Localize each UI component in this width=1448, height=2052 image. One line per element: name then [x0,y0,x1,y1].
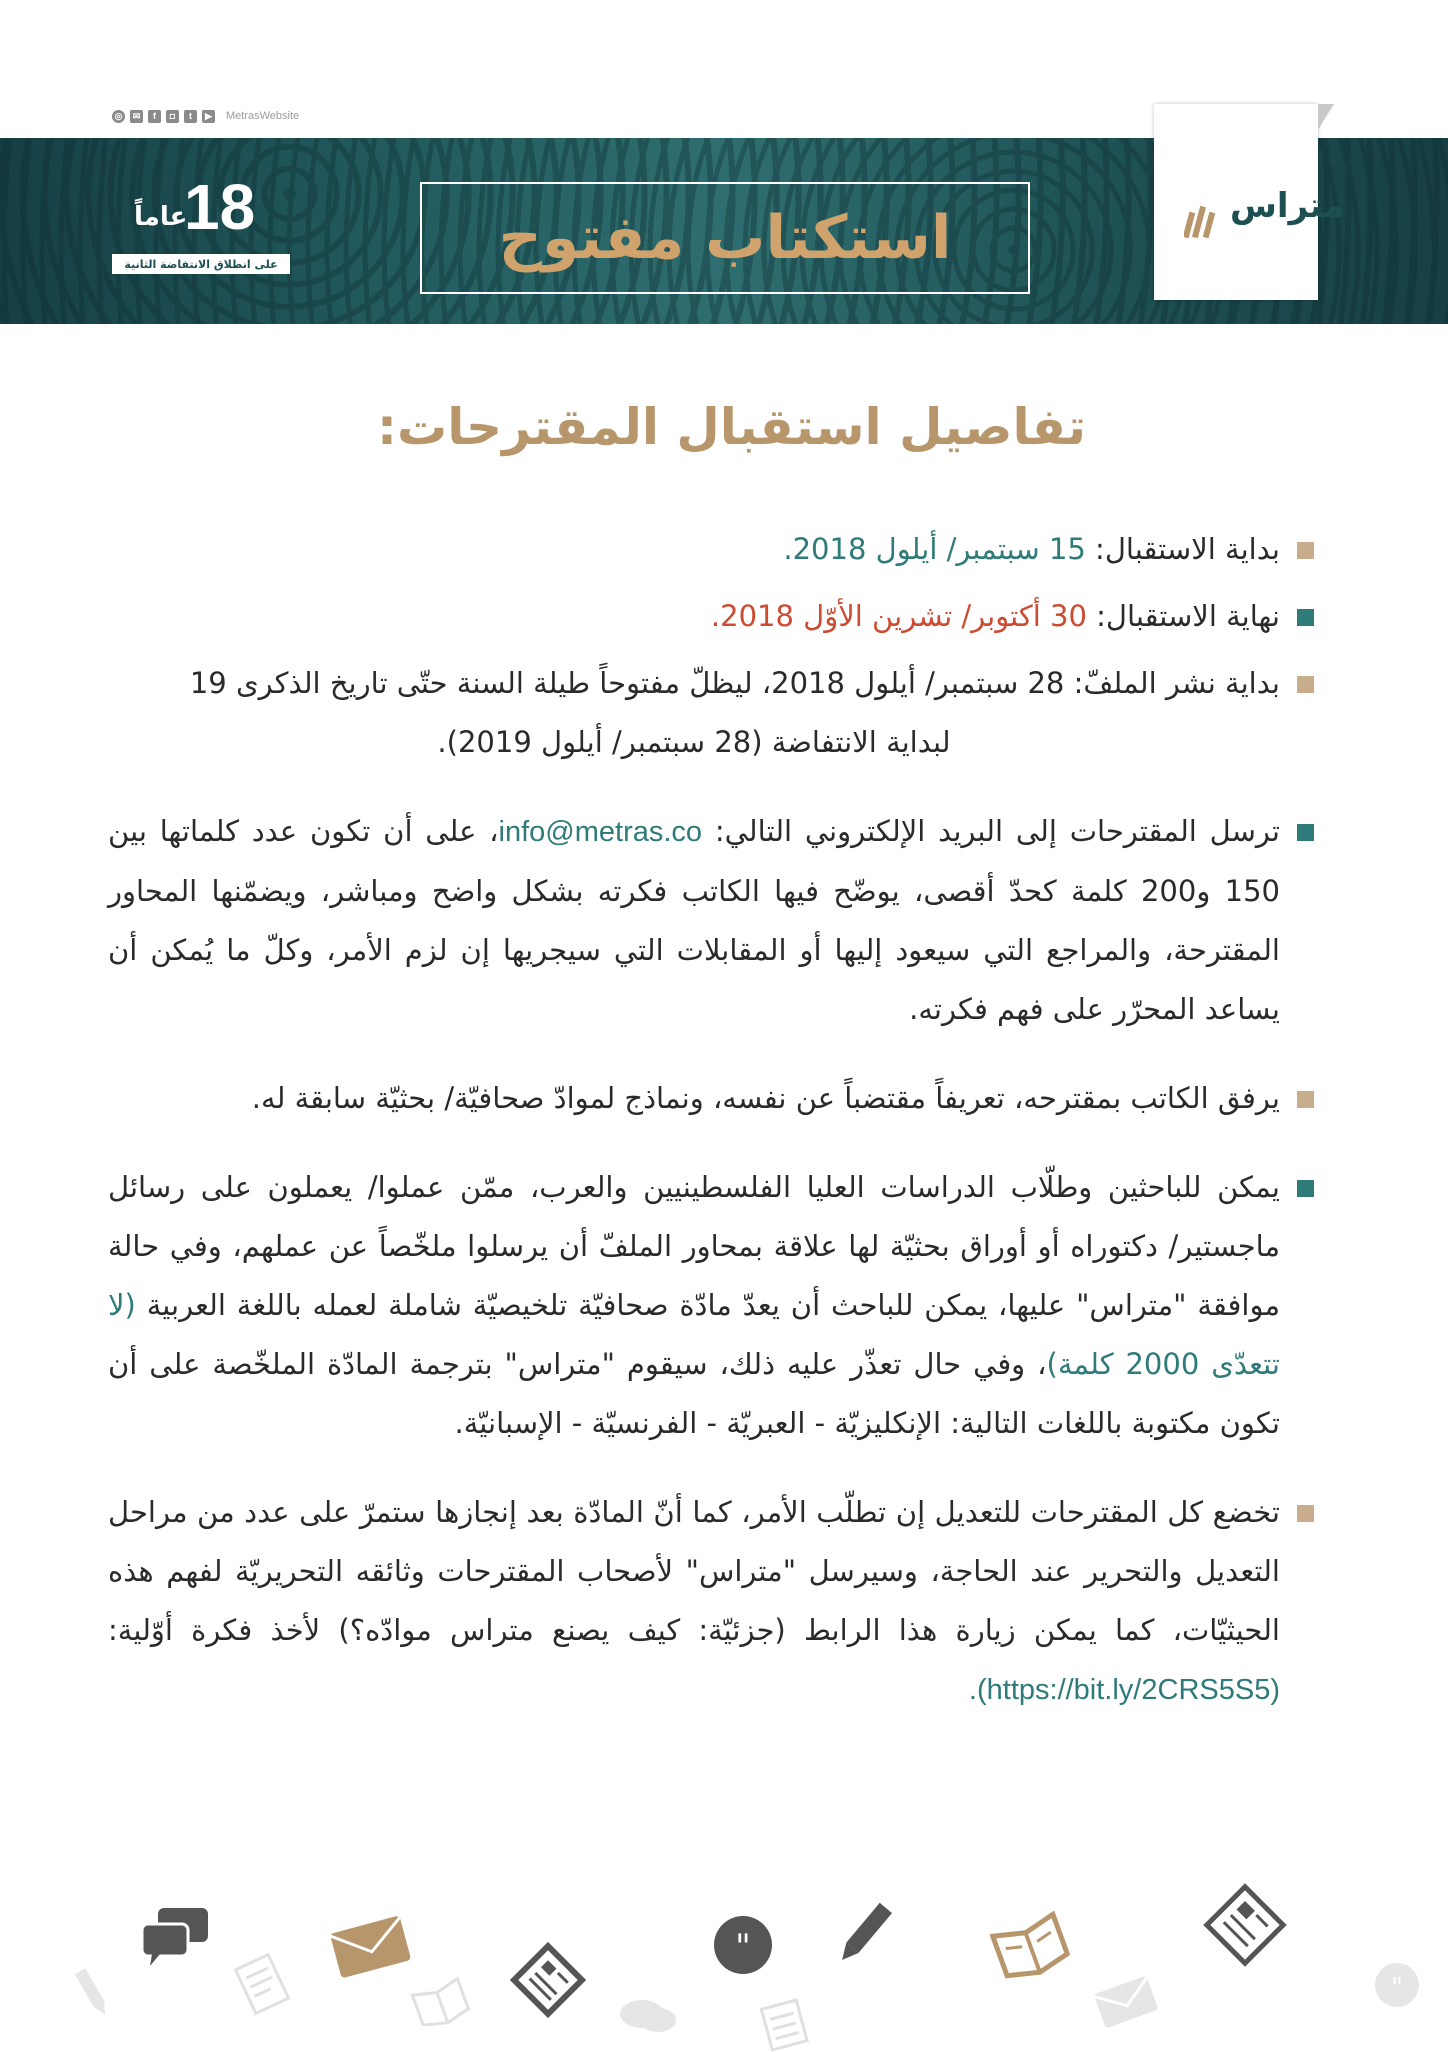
years-number: 18 [184,171,256,243]
banner-title: استكتاب مفتوح [498,203,952,273]
bio-text: يرفق الكاتب بمقترحه، تعريفاً مقتضباً عن نفسه، ونماذج لموادّ صحافيّة/ بحثيّة سابقة له. [251,1081,1280,1115]
start-date-value: 15 سبتمبر/ أيلول 2018. [783,532,1086,566]
document-icon [232,1952,292,2016]
newspaper-icon [1200,1880,1290,1970]
anniversary-badge [112,172,292,280]
logo-mark-icon [1184,198,1228,238]
bullet-square-icon [1297,542,1314,559]
svg-text:": " [735,1927,751,1967]
logo-text: متراس [1230,186,1345,226]
editing-text: تخضع كل المقترحات للتعديل إن تطلّب الأمر، كما أنّ المادّة بعد إنجازها ستمرّ على عدد من مراحل التعديل والتحرير عند الحاجة، وسيرسل "متراس" لأصحاب المقترحات وثائقه التحريريّة لفهم هذه الحيثيّات، كما يمكن زيارة هذا الرابط (جزئيّة: كيف يصنع متراس موادّه؟) لأخذ فكرة أوّلية: [108,1495,1280,1647]
metras-logo[interactable] [1154,104,1345,300]
logo-page-fold [1318,104,1334,130]
list-item-submission [108,802,1318,1039]
list-item-start-date [108,520,1318,579]
envelope-icon [328,1910,412,1980]
social-strip [112,104,299,128]
email-link[interactable]: info@metras.co [498,816,703,848]
youtube-icon[interactable]: ▶ [202,110,215,123]
end-date-value: 30 أكتوبر/ تشرين الأوّل 2018. [710,599,1087,633]
years-word: عاماً [134,202,188,232]
end-date-label: نهاية الاستقبال: [1086,599,1280,633]
pencil-icon [832,1896,896,1972]
bullet-square-icon [1297,1091,1314,1108]
details-list [108,520,1318,1720]
publish-date-text: بداية نشر الملفّ: 28 سبتمبر/ أيلول 2018، ليظلّ مفتوحاً طيلة السنة حتّى تاريخ الذكرى 19 [189,666,1280,700]
social-site-label[interactable]: MetrasWebsite [226,110,300,122]
newspaper-icon [756,1996,812,2052]
list-item-editing [108,1483,1318,1720]
page-heading: تفاصيل استقبال المقترحات: [377,398,1086,456]
envelope-icon [1090,1972,1162,2032]
facebook-icon[interactable]: f [148,110,161,123]
book-icon [990,1910,1070,1980]
years-subtitle: على انطلاق الانتفاضة الثانية [112,254,290,274]
bullet-square-icon [1297,609,1314,626]
bullet-square-icon [1297,676,1314,693]
newspaper-icon [508,1940,588,2020]
list-item-publish-date [108,654,1318,772]
bullet-square-icon [1297,824,1314,841]
bullet-square-icon [1297,1505,1314,1522]
list-item-end-date [108,587,1318,646]
list-item-bio [108,1069,1318,1128]
researchers-text: يمكن للباحثين وطلّاب الدراسات العليا الفلسطينيين والعرب، ممّن عملوا/ يعملون على رسائل ماجستير/ دكتوراه أو أوراق بحثيّة لها علاقة بمحاور الملفّ أن يرسلوا ملخّصاً عن عملهم، وفي حالة موافقة "متراس" عليها، يمكن للباحث أن يعدّ مادّة صحافيّة تلخيصيّة شاملة لعمله باللغة العربية [108,1170,1280,1322]
researchers-text-continued: ، وفي حال تعذّر عليه ذلك، سيقوم "متراس" بترجمة المادّة الملخّصة على أن تكون مكتوبة باللغات التالية: الإنكليزيّة - العبريّة - الفرنسيّة - الإسبانيّة. [108,1347,1280,1440]
instagram-icon[interactable]: ◘ [166,110,179,123]
footer-decoration [0,1860,1448,2048]
list-item-researchers [108,1158,1318,1453]
chat-bubbles-icon [138,1904,212,1970]
book-icon [410,1976,470,2026]
svg-text:": " [1391,1973,1403,2003]
instagram-icon[interactable]: ◎ [112,110,125,123]
start-date-label: بداية الاستقبال: [1085,532,1280,566]
pencil-icon [70,1964,114,2020]
bullet-square-icon [1297,1180,1314,1197]
submission-text-continued: ، على أن تكون عدد كلماتها بين 150 و200 كلمة كحدّ أقصى، يوضّح فيها الكاتب فكرته بشكل واضح ومباشر، ويضمّنها المحاور المقترحة، والمراجع التي سيعود إليها أو المقابلات التي سيجريها إن لزم الأمر، وكلّ ما يُمكن أن يساعد المحرّر على فهم فكرته. [108,814,1280,1026]
quote-bubble-icon [712,1914,774,1976]
publish-date-text-continued: لبداية الانتفاضة (28 سبتمبر/ أيلول 2019). [437,725,951,759]
guide-link[interactable]: (https://bit.ly/2CRS5S5). [968,1674,1280,1706]
banner-title-box [420,182,1030,294]
email-icon[interactable]: ✉ [130,110,143,123]
submission-text: ترسل المقترحات إلى البريد الإلكتروني التالي: [702,814,1280,848]
word-limit-highlight: (لا تتعدّى 2000 كلمة) [108,1288,1280,1381]
twitter-icon[interactable]: t [184,110,197,123]
chat-bubbles-icon [614,1992,682,2040]
quote-bubble-icon [1372,1960,1422,2010]
